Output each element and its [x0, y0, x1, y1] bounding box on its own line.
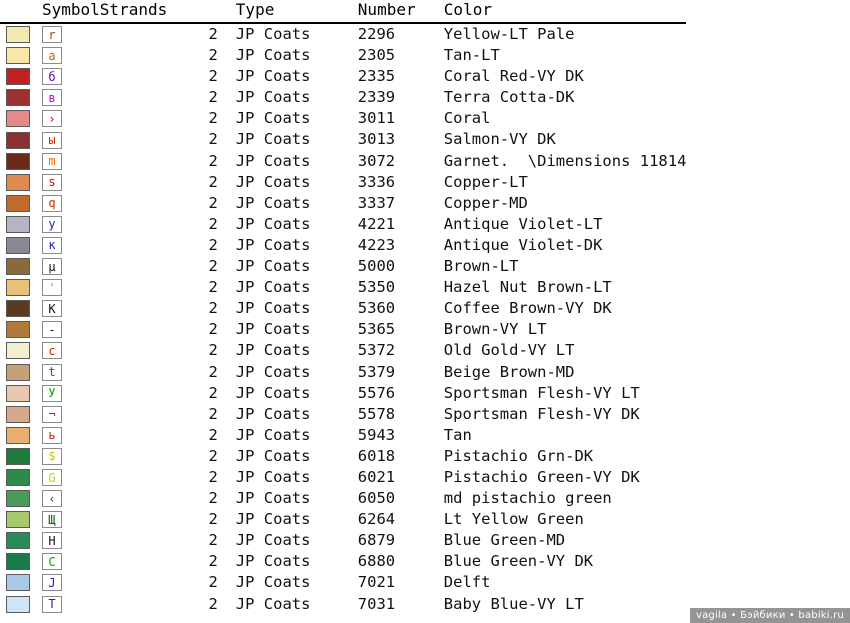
type-cell: JP Coats — [235, 341, 311, 360]
symbol-glyph: ¬ — [42, 406, 62, 423]
color-name-cell: Tan — [443, 425, 472, 444]
color-swatch-cell — [0, 551, 42, 572]
color-swatch — [6, 237, 30, 254]
color-swatch — [6, 321, 30, 338]
number-cell: 6880 — [357, 552, 396, 571]
type-cell: JP Coats — [235, 320, 311, 339]
table-row — [0, 87, 686, 108]
type-cell: JP Coats — [235, 88, 311, 107]
color-name-cell: Coral — [443, 109, 491, 128]
color-name-cell: Beige Brown-MD — [443, 362, 575, 381]
symbol-glyph: Щ — [42, 511, 62, 528]
table-row — [0, 404, 686, 425]
color-name-cell: Yellow-LT Pale — [443, 25, 575, 43]
table-row — [0, 151, 686, 172]
symbol-cell — [42, 277, 100, 298]
table-row — [0, 488, 686, 509]
symbol-cell — [42, 193, 100, 214]
type-cell: JP Coats — [235, 299, 311, 318]
color-swatch — [6, 68, 30, 85]
type-cell: JP Coats — [235, 46, 311, 65]
strands-cell: 2 — [208, 362, 218, 381]
table-row — [0, 108, 686, 129]
type-cell: JP Coats — [235, 214, 311, 233]
symbol-cell — [42, 572, 100, 593]
strands-cell: 2 — [208, 531, 218, 550]
number-cell: 7021 — [357, 573, 396, 592]
table-row — [0, 45, 686, 66]
type-cell: JP Coats — [235, 172, 311, 191]
strands-cell: 2 — [208, 109, 218, 128]
color-name-cell: Delft — [443, 573, 491, 592]
symbol-cell — [42, 467, 100, 488]
column-header-swatch — [0, 0, 42, 23]
symbol-cell — [42, 23, 100, 45]
color-swatch-cell — [0, 572, 42, 593]
symbol-cell — [42, 509, 100, 530]
number-cell: 3337 — [357, 193, 396, 212]
color-name-cell: Salmon-VY DK — [443, 130, 556, 149]
color-name-cell: Lt Yellow Green — [443, 510, 584, 529]
symbol-cell — [42, 362, 100, 383]
table-row — [0, 256, 686, 277]
type-cell: JP Coats — [235, 151, 311, 170]
color-swatch — [6, 511, 30, 528]
color-name-cell: Sportsman Flesh-VY LT — [443, 383, 640, 402]
symbol-glyph: J — [42, 574, 62, 591]
number-cell: 3013 — [357, 130, 396, 149]
strands-cell: 2 — [208, 25, 218, 43]
column-header-color: Color — [443, 0, 492, 19]
symbol-glyph: ь — [42, 427, 62, 444]
color-name-cell: Pistachio Green-VY DK — [443, 467, 640, 486]
color-swatch-cell — [0, 45, 42, 66]
symbol-glyph: a — [42, 47, 62, 64]
color-swatch — [6, 279, 30, 296]
color-swatch-cell — [0, 509, 42, 530]
symbol-cell — [42, 594, 100, 615]
number-cell: 3072 — [357, 151, 396, 170]
symbol-cell — [42, 383, 100, 404]
strands-cell: 2 — [208, 404, 218, 423]
color-swatch-cell — [0, 362, 42, 383]
number-cell: 6018 — [357, 446, 396, 465]
table-row — [0, 129, 686, 150]
color-swatch-cell — [0, 425, 42, 446]
number-cell: 5576 — [357, 383, 396, 402]
table-row — [0, 172, 686, 193]
type-cell: JP Coats — [235, 552, 311, 571]
color-swatch-cell — [0, 235, 42, 256]
type-cell: JP Coats — [235, 404, 311, 423]
number-cell: 7031 — [357, 594, 396, 613]
color-swatch-cell — [0, 530, 42, 551]
color-name-cell: Blue Green-MD — [443, 531, 566, 550]
color-swatch-cell — [0, 488, 42, 509]
color-swatch — [6, 300, 30, 317]
symbol-glyph: ы — [42, 132, 62, 149]
table-row — [0, 319, 686, 340]
color-name-cell: Copper-LT — [443, 172, 528, 191]
color-swatch — [6, 596, 30, 613]
symbol-glyph: - — [42, 321, 62, 338]
color-swatch-cell — [0, 23, 42, 45]
type-cell: JP Coats — [235, 573, 311, 592]
type-cell: JP Coats — [235, 467, 311, 486]
type-cell: JP Coats — [235, 25, 311, 43]
symbol-glyph: › — [42, 110, 62, 127]
number-cell: 2296 — [357, 25, 396, 43]
number-cell: 4223 — [357, 235, 396, 254]
table-row — [0, 23, 686, 45]
color-name-cell: Copper-MD — [443, 193, 528, 212]
color-swatch-cell — [0, 404, 42, 425]
symbol-glyph: q — [42, 195, 62, 212]
column-header-symbol: Symbol — [42, 0, 100, 19]
symbol-cell — [42, 214, 100, 235]
symbol-glyph: K — [42, 300, 62, 317]
type-cell: JP Coats — [235, 235, 311, 254]
number-cell: 5943 — [357, 425, 396, 444]
color-swatch-cell — [0, 193, 42, 214]
type-cell: JP Coats — [235, 278, 311, 297]
table-row — [0, 66, 686, 87]
number-cell: 2305 — [357, 46, 396, 65]
type-cell: JP Coats — [235, 130, 311, 149]
number-cell: 5365 — [357, 320, 396, 339]
color-swatch — [6, 132, 30, 149]
color-swatch — [6, 553, 30, 570]
symbol-cell — [42, 319, 100, 340]
watermark-badge: vagila • Бэйбики • babiki.ru — [690, 608, 850, 623]
strands-cell: 2 — [208, 341, 218, 360]
symbol-glyph: ' — [42, 279, 62, 296]
strands-cell: 2 — [208, 594, 218, 613]
symbol-cell — [42, 235, 100, 256]
color-swatch-cell — [0, 151, 42, 172]
color-name-cell: Old Gold-VY LT — [443, 341, 575, 360]
symbol-glyph: r — [42, 26, 62, 43]
symbol-glyph: $ — [42, 448, 62, 465]
symbol-cell — [42, 404, 100, 425]
symbol-cell — [42, 446, 100, 467]
strands-cell: 2 — [208, 425, 218, 444]
color-swatch-cell — [0, 214, 42, 235]
table-row — [0, 362, 686, 383]
symbol-glyph: m — [42, 153, 62, 170]
column-header-type: Type — [235, 0, 275, 19]
symbol-cell — [42, 108, 100, 129]
strands-cell: 2 — [208, 383, 218, 402]
table-row — [0, 425, 686, 446]
table-row — [0, 551, 686, 572]
number-cell: 5372 — [357, 341, 396, 360]
symbol-glyph: G — [42, 469, 62, 486]
type-cell: JP Coats — [235, 257, 311, 276]
color-swatch — [6, 406, 30, 423]
table-row — [0, 235, 686, 256]
color-swatch-cell — [0, 319, 42, 340]
type-cell: JP Coats — [235, 193, 311, 212]
color-name-cell: Pistachio Grn-DK — [443, 446, 594, 465]
strands-cell: 2 — [208, 446, 218, 465]
color-name-cell: Brown-LT — [443, 257, 519, 276]
strands-cell: 2 — [208, 193, 218, 212]
symbol-glyph: c — [42, 342, 62, 359]
color-swatch-cell — [0, 129, 42, 150]
color-name-cell: Baby Blue-VY LT — [443, 594, 584, 613]
strands-cell: 2 — [208, 235, 218, 254]
table-row — [0, 383, 686, 404]
symbol-cell — [42, 45, 100, 66]
symbol-cell — [42, 530, 100, 551]
number-cell: 5000 — [357, 257, 396, 276]
symbol-cell — [42, 172, 100, 193]
table-header — [0, 0, 686, 23]
symbol-cell — [42, 551, 100, 572]
symbol-glyph: б — [42, 68, 62, 85]
color-swatch — [6, 385, 30, 402]
symbol-glyph: µ — [42, 258, 62, 275]
table-row — [0, 193, 686, 214]
number-cell: 5360 — [357, 299, 396, 318]
color-swatch-cell — [0, 87, 42, 108]
color-name-cell: Sportsman Flesh-VY DK — [443, 404, 640, 423]
number-cell: 3336 — [357, 172, 396, 191]
strands-cell: 2 — [208, 299, 218, 318]
table-row — [0, 277, 686, 298]
symbol-cell — [42, 340, 100, 361]
symbol-cell — [42, 298, 100, 319]
number-cell: 3011 — [357, 109, 396, 128]
type-cell: JP Coats — [235, 489, 311, 508]
color-swatch — [6, 153, 30, 170]
color-swatch-cell — [0, 108, 42, 129]
strands-cell: 2 — [208, 510, 218, 529]
number-cell: 2339 — [357, 88, 396, 107]
color-name-cell: Terra Cotta-DK — [443, 88, 575, 107]
color-swatch — [6, 110, 30, 127]
color-swatch — [6, 490, 30, 507]
color-swatch — [6, 469, 30, 486]
table-header-row — [0, 0, 686, 23]
type-cell: JP Coats — [235, 446, 311, 465]
table-row — [0, 214, 686, 235]
type-cell: JP Coats — [235, 594, 311, 613]
color-swatch — [6, 89, 30, 106]
table-row — [0, 340, 686, 361]
color-swatch-cell — [0, 446, 42, 467]
strands-cell: 2 — [208, 489, 218, 508]
symbol-glyph: к — [42, 237, 62, 254]
table-row — [0, 572, 686, 593]
strands-cell: 2 — [208, 130, 218, 149]
type-cell: JP Coats — [235, 109, 311, 128]
number-cell: 4221 — [357, 214, 396, 233]
column-header-number: Number — [357, 0, 416, 19]
color-swatch-cell — [0, 467, 42, 488]
color-name-cell: Antique Violet-LT — [443, 214, 603, 233]
color-swatch-cell — [0, 277, 42, 298]
table-row — [0, 509, 686, 530]
color-name-cell: Antique Violet-DK — [443, 235, 603, 254]
color-swatch — [6, 427, 30, 444]
symbol-cell — [42, 151, 100, 172]
strands-cell: 2 — [208, 573, 218, 592]
symbol-cell — [42, 66, 100, 87]
table-row — [0, 446, 686, 467]
color-swatch — [6, 342, 30, 359]
number-cell: 5350 — [357, 278, 396, 297]
symbol-glyph: s — [42, 174, 62, 191]
strands-cell: 2 — [208, 257, 218, 276]
symbol-glyph: у — [42, 216, 62, 233]
strands-cell: 2 — [208, 467, 218, 486]
strands-cell: 2 — [208, 172, 218, 191]
color-swatch — [6, 258, 30, 275]
color-name-cell: Coffee Brown-VY DK — [443, 299, 612, 318]
strands-cell: 2 — [208, 320, 218, 339]
strands-cell: 2 — [208, 552, 218, 571]
color-swatch-cell — [0, 66, 42, 87]
color-name-cell: Brown-VY LT — [443, 320, 547, 339]
symbol-cell — [42, 129, 100, 150]
color-swatch — [6, 448, 30, 465]
color-name-cell: Garnet. \Dimensions 11814 — [443, 151, 687, 170]
table-row — [0, 594, 686, 615]
number-cell: 6050 — [357, 489, 396, 508]
color-swatch — [6, 26, 30, 43]
color-swatch-cell — [0, 340, 42, 361]
number-cell: 6879 — [357, 531, 396, 550]
symbol-glyph: H — [42, 532, 62, 549]
symbol-glyph: C — [42, 553, 62, 570]
symbol-cell — [42, 425, 100, 446]
symbol-cell — [42, 87, 100, 108]
strands-cell: 2 — [208, 67, 218, 86]
strands-cell: 2 — [208, 278, 218, 297]
color-swatch — [6, 574, 30, 591]
color-swatch — [6, 532, 30, 549]
symbol-glyph: t — [42, 364, 62, 381]
type-cell: JP Coats — [235, 425, 311, 444]
color-swatch — [6, 195, 30, 212]
color-swatch-cell — [0, 383, 42, 404]
table-row — [0, 467, 686, 488]
table-row — [0, 530, 686, 551]
strands-cell: 2 — [208, 46, 218, 65]
column-header-strands: Strands — [99, 0, 168, 19]
type-cell: JP Coats — [235, 67, 311, 86]
symbol-glyph: T — [42, 596, 62, 613]
color-name-cell: Coral Red-VY DK — [443, 67, 584, 86]
symbol-glyph: в — [42, 89, 62, 106]
number-cell: 5578 — [357, 404, 396, 423]
type-cell: JP Coats — [235, 362, 311, 381]
color-name-cell: md pistachio green — [443, 489, 612, 508]
type-cell: JP Coats — [235, 531, 311, 550]
color-swatch — [6, 216, 30, 233]
symbol-cell — [42, 488, 100, 509]
color-swatch-cell — [0, 172, 42, 193]
table-body — [0, 23, 686, 615]
number-cell: 6021 — [357, 467, 396, 486]
strands-cell: 2 — [208, 214, 218, 233]
color-swatch-cell — [0, 256, 42, 277]
color-name-cell: Blue Green-VY DK — [443, 552, 594, 571]
symbol-glyph: ‹ — [42, 490, 62, 507]
type-cell: JP Coats — [235, 510, 311, 529]
color-swatch-cell — [0, 298, 42, 319]
symbol-glyph: У — [42, 385, 62, 402]
color-swatch-cell — [0, 594, 42, 615]
number-cell: 6264 — [357, 510, 396, 529]
color-swatch — [6, 174, 30, 191]
type-cell: JP Coats — [235, 383, 311, 402]
color-swatch — [6, 47, 30, 64]
color-name-cell: Hazel Nut Brown-LT — [443, 278, 612, 297]
color-name-cell: Tan-LT — [443, 46, 500, 65]
strands-cell: 2 — [208, 88, 218, 107]
number-cell: 2335 — [357, 67, 396, 86]
strands-cell: 2 — [208, 151, 218, 170]
number-cell: 5379 — [357, 362, 396, 381]
symbol-cell — [42, 256, 100, 277]
color-swatch — [6, 364, 30, 381]
table-row — [0, 298, 686, 319]
